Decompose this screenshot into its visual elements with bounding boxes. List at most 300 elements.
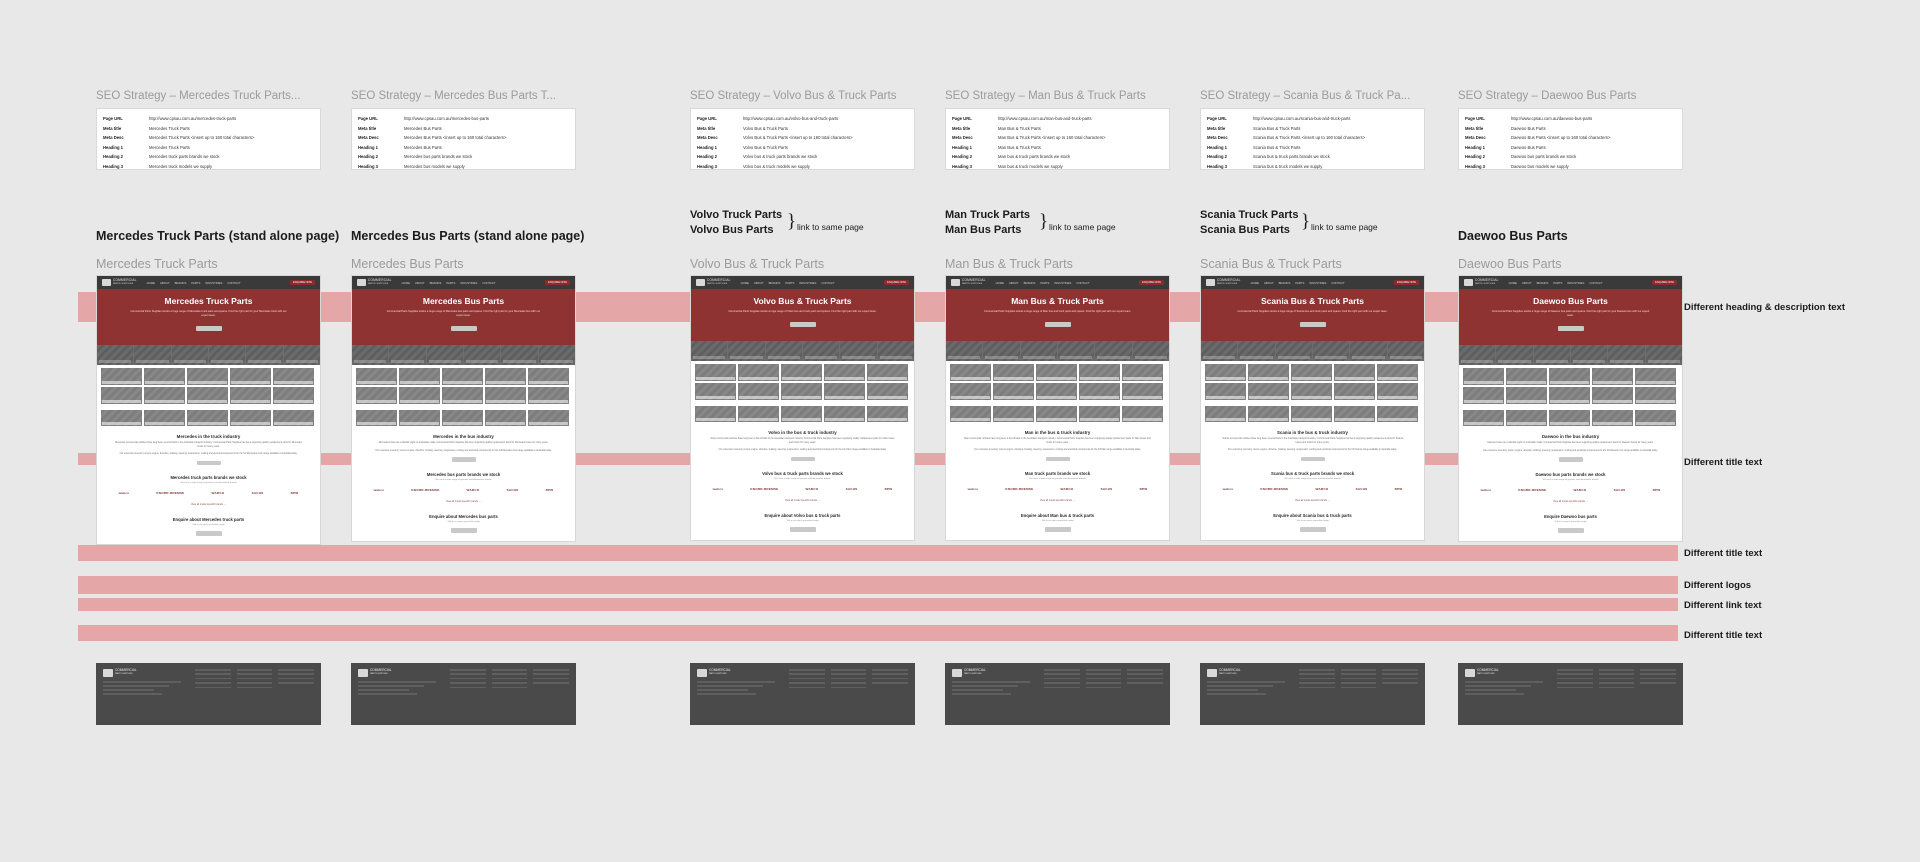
product-tile[interactable] xyxy=(781,406,822,422)
logo[interactable] xyxy=(1464,279,1499,286)
hero-cta-button[interactable] xyxy=(1300,322,1326,327)
product-tile[interactable] xyxy=(485,387,526,404)
product-tile[interactable] xyxy=(738,406,779,422)
product-tile[interactable] xyxy=(442,410,483,426)
category-tile[interactable] xyxy=(983,341,1020,361)
product-tile[interactable] xyxy=(1248,364,1289,381)
category-tile[interactable] xyxy=(1238,341,1275,361)
seo-row-value: http://www.cpsau.com.au/volvo-bus-and-truck-parts xyxy=(743,116,839,121)
product-tile[interactable] xyxy=(1036,383,1077,400)
footer-link[interactable] xyxy=(237,687,273,689)
footer-link[interactable] xyxy=(1382,669,1418,671)
product-tile[interactable] xyxy=(1205,383,1246,400)
nav-link[interactable]: PARTS xyxy=(1295,280,1305,285)
footer-link[interactable] xyxy=(1341,682,1377,684)
logo[interactable] xyxy=(102,279,137,286)
category-tile[interactable] xyxy=(427,345,464,365)
hero-cta-button[interactable] xyxy=(451,326,477,331)
footer-link[interactable] xyxy=(1341,678,1377,680)
category-tile[interactable] xyxy=(1534,345,1571,365)
product-tile[interactable] xyxy=(1334,383,1375,400)
category-tile[interactable] xyxy=(1058,341,1095,361)
category-tile[interactable] xyxy=(1276,341,1313,361)
footer-link[interactable] xyxy=(1127,669,1163,671)
seo-table-row xyxy=(103,114,314,124)
product-tile[interactable] xyxy=(528,410,569,426)
footer-link[interactable] xyxy=(1557,669,1593,671)
product-tile[interactable] xyxy=(1036,364,1077,381)
brands-link[interactable]: View all model specific brands → xyxy=(1201,497,1424,507)
footer-link[interactable] xyxy=(1299,669,1335,671)
enquire-cta-button[interactable] xyxy=(1045,527,1071,532)
footer-link[interactable] xyxy=(1086,682,1122,684)
product-tile[interactable] xyxy=(781,383,822,400)
footer-link[interactable] xyxy=(1127,673,1163,675)
category-tile[interactable] xyxy=(501,345,538,365)
product-tile[interactable] xyxy=(1506,368,1547,385)
category-tile[interactable] xyxy=(209,345,246,365)
product-tile[interactable] xyxy=(1506,410,1547,426)
product-tile[interactable] xyxy=(273,410,314,426)
product-tile[interactable] xyxy=(950,364,991,381)
product-tile[interactable] xyxy=(1592,410,1633,426)
nav-link[interactable]: CONTACT xyxy=(1589,280,1603,285)
product-tile[interactable] xyxy=(738,383,779,400)
nav-link[interactable]: INDUSTRIES xyxy=(1054,280,1072,285)
nav-link[interactable]: INDUSTRIES xyxy=(1309,280,1327,285)
footer-link[interactable] xyxy=(1599,678,1635,680)
footer-link[interactable] xyxy=(1640,682,1676,684)
enquire-now-button[interactable]: ENQUIRE NOW xyxy=(1652,280,1677,285)
logo[interactable] xyxy=(696,279,731,286)
brands-link[interactable]: View all model specific brands → xyxy=(691,497,914,507)
category-tile[interactable] xyxy=(1350,341,1387,361)
product-tile[interactable] xyxy=(738,364,779,381)
footer-link[interactable] xyxy=(872,682,908,684)
product-tile[interactable] xyxy=(695,383,736,400)
footer-link[interactable] xyxy=(450,682,486,684)
product-tile[interactable] xyxy=(1463,387,1504,404)
product-tile[interactable] xyxy=(1291,364,1332,381)
nav-link[interactable]: ABOUT xyxy=(1522,280,1532,285)
footer-link[interactable] xyxy=(1557,673,1593,675)
body-cta-button[interactable] xyxy=(1559,457,1583,462)
nav-link[interactable]: PARTS xyxy=(446,280,456,285)
logo-line-2: PARTS SUPPLIES xyxy=(368,282,389,285)
logo[interactable] xyxy=(951,279,986,286)
product-tile[interactable] xyxy=(1122,364,1163,381)
product-tile[interactable] xyxy=(1291,383,1332,400)
category-tile[interactable] xyxy=(1496,345,1533,365)
product-tile[interactable] xyxy=(230,410,271,426)
product-tile[interactable] xyxy=(1122,406,1163,422)
product-tile[interactable] xyxy=(1635,410,1676,426)
category-tile[interactable] xyxy=(134,345,171,365)
footer-link[interactable] xyxy=(1341,687,1377,689)
product-tile[interactable] xyxy=(356,410,397,426)
product-tile[interactable] xyxy=(1549,387,1590,404)
footer-link[interactable] xyxy=(872,673,908,675)
category-tile[interactable] xyxy=(97,345,134,365)
footer-link[interactable] xyxy=(1086,678,1122,680)
product-tile[interactable] xyxy=(867,406,908,422)
footer-link[interactable] xyxy=(1127,678,1163,680)
product-tile[interactable] xyxy=(950,406,991,422)
product-tile[interactable] xyxy=(1377,406,1418,422)
product-tile[interactable] xyxy=(993,406,1034,422)
enquire-now-button[interactable]: ENQUIRE NOW xyxy=(884,280,909,285)
category-tile[interactable] xyxy=(1021,341,1058,361)
product-tile[interactable] xyxy=(695,406,736,422)
brands-link[interactable]: View all model specific brands → xyxy=(1459,498,1682,508)
nav-link[interactable]: CONTACT xyxy=(482,280,496,285)
footer-link[interactable] xyxy=(831,678,867,680)
category-tile[interactable] xyxy=(172,345,209,365)
footer-link[interactable] xyxy=(872,669,908,671)
body-cta-button[interactable] xyxy=(1046,457,1070,462)
body-cta-button[interactable] xyxy=(452,457,476,462)
footer-link[interactable] xyxy=(195,678,231,680)
nav-link[interactable]: BRANDS xyxy=(1536,280,1549,285)
footer-link[interactable] xyxy=(1299,673,1335,675)
nav-link[interactable]: BRANDS xyxy=(1278,280,1291,285)
product-tile[interactable] xyxy=(399,387,440,404)
product-tile[interactable] xyxy=(528,387,569,404)
footer-link[interactable] xyxy=(533,678,569,680)
footer-link[interactable] xyxy=(1599,669,1635,671)
product-tile[interactable] xyxy=(273,368,314,385)
product-tile[interactable] xyxy=(824,364,865,381)
footer-link[interactable] xyxy=(1086,687,1122,689)
footer-column xyxy=(1599,669,1635,719)
footer-link[interactable] xyxy=(1044,678,1080,680)
footer-link[interactable] xyxy=(1299,687,1335,689)
footer-link[interactable] xyxy=(1382,682,1418,684)
footer-link[interactable] xyxy=(195,673,231,675)
product-tile[interactable] xyxy=(1377,383,1418,400)
footer-link[interactable] xyxy=(1127,682,1163,684)
enquire-cta-button[interactable] xyxy=(451,528,477,533)
nav-link[interactable]: ABOUT xyxy=(1264,280,1274,285)
product-tile[interactable] xyxy=(1549,368,1590,385)
footer-link[interactable] xyxy=(831,673,867,675)
category-tile[interactable] xyxy=(284,345,320,365)
product-tile[interactable] xyxy=(230,387,271,404)
footer-link[interactable] xyxy=(1557,678,1593,680)
footer-link[interactable] xyxy=(1299,678,1335,680)
footer-link[interactable] xyxy=(450,669,486,671)
product-tile[interactable] xyxy=(1079,406,1120,422)
footer-column xyxy=(1640,669,1676,719)
product-tile[interactable] xyxy=(1079,383,1120,400)
footer-link[interactable] xyxy=(1086,669,1122,671)
footer-link[interactable] xyxy=(1640,678,1676,680)
nav-link[interactable]: HOME xyxy=(740,280,750,285)
nav-link[interactable]: PARTS xyxy=(191,280,201,285)
footer-link[interactable] xyxy=(1382,678,1418,680)
logo[interactable] xyxy=(1206,279,1241,286)
site-footer xyxy=(96,663,321,725)
product-tile[interactable] xyxy=(1248,383,1289,400)
product-tile[interactable] xyxy=(781,364,822,381)
product-tile[interactable] xyxy=(1205,364,1246,381)
enquire-now-button[interactable]: ENQUIRE NOW xyxy=(1139,280,1164,285)
product-tile[interactable] xyxy=(1506,387,1547,404)
nav-link[interactable]: INDUSTRIES xyxy=(1567,280,1585,285)
footer-link[interactable] xyxy=(492,678,528,680)
enquire-now-button[interactable]: ENQUIRE NOW xyxy=(1394,280,1419,285)
product-tile[interactable] xyxy=(824,406,865,422)
product-tile[interactable] xyxy=(950,383,991,400)
footer-link[interactable] xyxy=(1044,669,1080,671)
category-tile[interactable] xyxy=(1133,341,1169,361)
footer-link[interactable] xyxy=(195,687,231,689)
footer-link[interactable] xyxy=(450,678,486,680)
category-tile[interactable] xyxy=(803,341,840,361)
footer-link[interactable] xyxy=(831,682,867,684)
footer-link[interactable] xyxy=(789,673,825,675)
product-tile[interactable] xyxy=(1635,368,1676,385)
footer-link[interactable] xyxy=(1341,673,1377,675)
product-tile[interactable] xyxy=(1592,368,1633,385)
category-tile[interactable] xyxy=(728,341,765,361)
footer-link[interactable] xyxy=(1044,673,1080,675)
logo[interactable] xyxy=(357,279,392,286)
product-tile[interactable] xyxy=(1334,406,1375,422)
nav-link[interactable]: HOME xyxy=(401,280,411,285)
product-tile[interactable] xyxy=(1377,364,1418,381)
product-tile[interactable] xyxy=(144,387,185,404)
footer-link[interactable] xyxy=(237,669,273,671)
product-tile[interactable] xyxy=(1592,387,1633,404)
enquire-cta-button[interactable] xyxy=(1558,528,1584,533)
category-tile[interactable] xyxy=(1201,341,1238,361)
category-tile[interactable] xyxy=(878,341,914,361)
product-tile[interactable] xyxy=(144,368,185,385)
hero-cta-button[interactable] xyxy=(1558,326,1584,331)
product-tile[interactable] xyxy=(993,364,1034,381)
product-tile[interactable] xyxy=(187,410,228,426)
footer-link[interactable] xyxy=(195,682,231,684)
nav-link[interactable]: HOME xyxy=(1508,280,1518,285)
product-tile[interactable] xyxy=(528,368,569,385)
nav-link[interactable]: ABOUT xyxy=(1009,280,1019,285)
nav-link[interactable]: HOME xyxy=(1250,280,1260,285)
product-tile[interactable] xyxy=(399,368,440,385)
category-tile[interactable] xyxy=(691,341,728,361)
footer-link[interactable] xyxy=(789,687,825,689)
nav-link[interactable]: CONTACT xyxy=(227,280,241,285)
footer-link[interactable] xyxy=(1086,673,1122,675)
nav-link[interactable]: ABOUT xyxy=(754,280,764,285)
footer-link[interactable] xyxy=(492,673,528,675)
product-tile[interactable] xyxy=(101,410,142,426)
nav-link[interactable]: CONTACT xyxy=(1076,280,1090,285)
footer-link[interactable] xyxy=(492,682,528,684)
footer-link[interactable] xyxy=(237,673,273,675)
footer-link[interactable] xyxy=(831,669,867,671)
category-strip xyxy=(352,345,575,365)
category-tile[interactable] xyxy=(1313,341,1350,361)
product-tile[interactable] xyxy=(356,368,397,385)
nav-link[interactable]: CONTACT xyxy=(1331,280,1345,285)
brands-link[interactable]: View all model specific brands → xyxy=(97,501,320,511)
body-cta-button[interactable] xyxy=(197,461,221,466)
product-tile[interactable] xyxy=(1205,406,1246,422)
product-tile[interactable] xyxy=(867,364,908,381)
category-tile[interactable] xyxy=(539,345,575,365)
footer-link[interactable] xyxy=(533,682,569,684)
product-tile[interactable] xyxy=(144,410,185,426)
footer-link[interactable] xyxy=(195,669,231,671)
product-tile[interactable] xyxy=(1248,406,1289,422)
product-tile[interactable] xyxy=(485,368,526,385)
category-tile[interactable] xyxy=(1571,345,1608,365)
nav-link[interactable]: INDUSTRIES xyxy=(460,280,478,285)
footer-link[interactable] xyxy=(237,678,273,680)
enquire-cta-button[interactable] xyxy=(1300,527,1326,532)
category-tile[interactable] xyxy=(1388,341,1424,361)
product-tile[interactable] xyxy=(187,368,228,385)
industry-section-title: Daewoo in the bus industry xyxy=(1459,429,1682,442)
category-tile[interactable] xyxy=(352,345,389,365)
category-tile[interactable] xyxy=(1459,345,1496,365)
footer-link[interactable] xyxy=(533,673,569,675)
footer-link[interactable] xyxy=(450,673,486,675)
nav-link[interactable]: BRANDS xyxy=(174,280,187,285)
product-tile[interactable] xyxy=(485,410,526,426)
logo-text xyxy=(113,279,137,286)
enquire-cta-button[interactable] xyxy=(196,531,222,536)
product-tile[interactable] xyxy=(230,368,271,385)
nav-link[interactable]: PARTS xyxy=(1040,280,1050,285)
pair-scania xyxy=(1200,208,1298,238)
product-tile[interactable] xyxy=(187,387,228,404)
category-tile[interactable] xyxy=(1095,341,1132,361)
pair-man-line2: Man Bus Parts xyxy=(945,224,1022,236)
enquire-cta-button[interactable] xyxy=(790,527,816,532)
footer-link[interactable] xyxy=(872,678,908,680)
footer-link[interactable] xyxy=(1341,669,1377,671)
nav-link[interactable]: CONTACT xyxy=(821,280,835,285)
product-tile[interactable] xyxy=(993,383,1034,400)
product-tile[interactable] xyxy=(1036,406,1077,422)
footer-link[interactable] xyxy=(831,687,867,689)
brand-logo: SACHS xyxy=(845,487,858,492)
nav-link[interactable]: BRANDS xyxy=(768,280,781,285)
footer-link[interactable] xyxy=(1299,682,1335,684)
footer-link[interactable] xyxy=(278,682,314,684)
product-tile[interactable] xyxy=(1463,368,1504,385)
hero-cta-button[interactable] xyxy=(196,326,222,331)
product-tile[interactable] xyxy=(442,387,483,404)
footer-link[interactable] xyxy=(492,669,528,671)
footer-link[interactable] xyxy=(278,678,314,680)
seo-card-table xyxy=(1458,108,1683,170)
footer-link[interactable] xyxy=(789,678,825,680)
enquire-now-button[interactable]: ENQUIRE NOW xyxy=(290,280,315,285)
nav-link[interactable]: HOME xyxy=(995,280,1005,285)
product-tile[interactable] xyxy=(101,368,142,385)
footer-link[interactable] xyxy=(278,673,314,675)
product-tile[interactable] xyxy=(1334,364,1375,381)
product-tile[interactable] xyxy=(356,387,397,404)
footer-link[interactable] xyxy=(789,669,825,671)
nav-link[interactable]: ABOUT xyxy=(415,280,425,285)
category-tile[interactable] xyxy=(246,345,283,365)
category-tile[interactable] xyxy=(464,345,501,365)
footer-link[interactable] xyxy=(1044,687,1080,689)
product-tile[interactable] xyxy=(1079,364,1120,381)
annotation-band-title-2 xyxy=(78,545,1678,561)
category-tile[interactable] xyxy=(840,341,877,361)
nav-link[interactable]: BRANDS xyxy=(429,280,442,285)
brands-link[interactable]: View all model specific brands → xyxy=(352,498,575,508)
footer-link[interactable] xyxy=(1599,673,1635,675)
body-cta-button[interactable] xyxy=(1301,457,1325,462)
footer-link[interactable] xyxy=(492,687,528,689)
category-tile[interactable] xyxy=(946,341,983,361)
seo-card-title: SEO Strategy – Daewoo Bus Parts xyxy=(1458,90,1637,102)
nav-link[interactable]: PARTS xyxy=(785,280,795,285)
footer-link[interactable] xyxy=(1599,682,1635,684)
body-cta-button[interactable] xyxy=(791,457,815,462)
category-tile[interactable] xyxy=(766,341,803,361)
footer-link[interactable] xyxy=(237,682,273,684)
product-tile[interactable] xyxy=(442,368,483,385)
nav-link[interactable]: INDUSTRIES xyxy=(799,280,817,285)
nav-link[interactable]: INDUSTRIES xyxy=(205,280,223,285)
product-tile[interactable] xyxy=(695,364,736,381)
category-tile[interactable] xyxy=(1608,345,1645,365)
footer-link[interactable] xyxy=(1599,687,1635,689)
product-tile[interactable] xyxy=(1463,410,1504,426)
product-tile[interactable] xyxy=(101,387,142,404)
product-tile[interactable] xyxy=(824,383,865,400)
nav-link[interactable]: HOME xyxy=(146,280,156,285)
nav-link[interactable]: BRANDS xyxy=(1023,280,1036,285)
footer-link[interactable] xyxy=(533,669,569,671)
enquire-now-button[interactable]: ENQUIRE NOW xyxy=(545,280,570,285)
brand-logo-row xyxy=(1459,483,1682,498)
nav-link[interactable]: ABOUT xyxy=(160,280,170,285)
product-tile[interactable] xyxy=(273,387,314,404)
product-tile[interactable] xyxy=(1635,387,1676,404)
footer-link[interactable] xyxy=(1044,682,1080,684)
footer-link[interactable] xyxy=(278,669,314,671)
product-tile[interactable] xyxy=(1291,406,1332,422)
footer-link[interactable] xyxy=(1640,673,1676,675)
brands-link[interactable]: View all model specific brands → xyxy=(946,497,1169,507)
footer-link[interactable] xyxy=(1382,673,1418,675)
brands-section xyxy=(1201,467,1424,482)
footer-link[interactable] xyxy=(450,687,486,689)
footer-link[interactable] xyxy=(789,682,825,684)
category-tile[interactable] xyxy=(389,345,426,365)
footer-link[interactable] xyxy=(1640,669,1676,671)
footer-column xyxy=(1044,669,1080,719)
product-tile[interactable] xyxy=(1549,410,1590,426)
product-tile[interactable] xyxy=(1122,383,1163,400)
nav-link[interactable]: PARTS xyxy=(1553,280,1563,285)
product-tile[interactable] xyxy=(867,383,908,400)
hero-cta-button[interactable] xyxy=(790,322,816,327)
product-tile[interactable] xyxy=(399,410,440,426)
footer-link[interactable] xyxy=(1557,687,1593,689)
hero-cta-button[interactable] xyxy=(1045,322,1071,327)
footer-link[interactable] xyxy=(1557,682,1593,684)
category-tile[interactable] xyxy=(1646,345,1682,365)
